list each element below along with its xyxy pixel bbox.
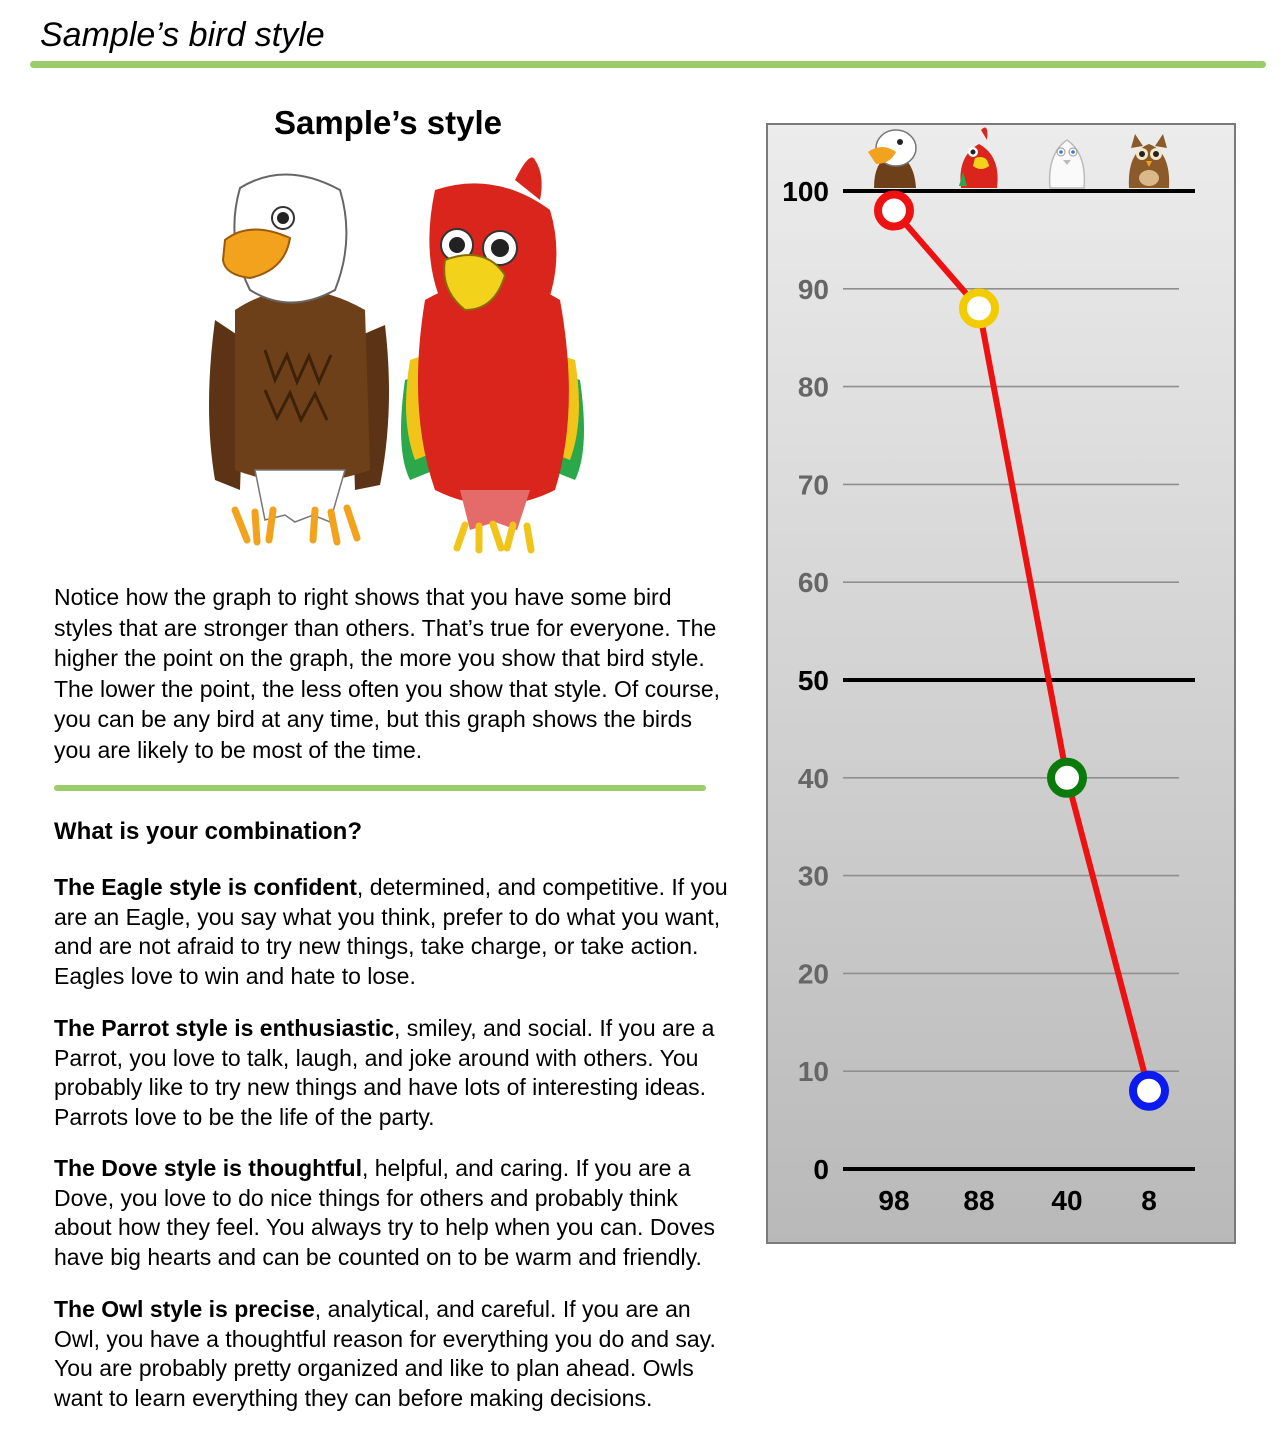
y-tick-label-40: 40	[797, 762, 829, 794]
y-tick-label-30: 30	[797, 860, 829, 892]
owl-style-text: , analytical, and careful. If you are an Owl, you have a thoughtful reason for everything you do and say. You are probably pretty organized and like to plan ahead. Owls want to learn everything they can before making decisions.	[54, 1296, 716, 1411]
header-divider	[30, 61, 1266, 68]
owl-style-description	[54, 1295, 734, 1413]
data-point-dove	[1051, 762, 1083, 794]
x-tick-label-dove: 40	[1051, 1185, 1083, 1216]
y-tick-label-60: 60	[797, 567, 829, 599]
y-tick-label-80: 80	[797, 371, 829, 403]
section-title: Sample’s style	[273, 104, 503, 141]
eagle-style-lead: The Eagle style is confident	[54, 874, 357, 900]
data-point-owl	[1133, 1075, 1165, 1107]
eagle-and-parrot-illustration	[195, 150, 595, 560]
dove-style-description	[54, 1154, 734, 1272]
y-tick-label-10: 10	[797, 1056, 829, 1088]
x-tick-label-eagle: 98	[878, 1185, 910, 1216]
y-tick-label-70: 70	[797, 469, 829, 501]
y-tick-label-100: 100	[782, 176, 829, 207]
y-tick-label-90: 90	[797, 273, 829, 305]
parrot-style-lead: The Parrot style is enthusiastic	[54, 1015, 395, 1041]
page-title: Sample’s bird style	[40, 16, 325, 54]
chart-background	[767, 124, 1235, 1243]
parrot-illustration	[401, 158, 584, 551]
y-tick-label-20: 20	[797, 958, 829, 990]
x-tick-label-parrot: 88	[963, 1185, 995, 1216]
eagle-style-text: , determined, and competitive. If you are an Eagle, you say what you think, prefer to do what you want, and are not afraid to try new things, take charge, or take action. Eagles love to win and hate to lose.	[54, 874, 728, 989]
parrot-style-description	[54, 1014, 734, 1132]
section-divider	[54, 785, 706, 791]
combination-heading: What is your combination?	[54, 818, 363, 845]
y-tick-label-0: 0	[813, 1154, 829, 1185]
owl-style-lead: The Owl style is precise	[54, 1296, 315, 1322]
parrot-style-text: , smiley, and social. If you are a Parrot, you love to talk, laugh, and joke around with others. You probably like to try new things and have lots of interesting ideas. Parrots love to be the life of the party.	[54, 1015, 715, 1130]
intro-paragraph: Notice how the graph to right shows that you have some bird styles that are stronger than others. That’s true for everyone. The higher the point on the graph, the more you show that bird style. The lower the point, the less often you show that style. Of course, you can be any bird at any time, but this graph shows the birds you are likely to be most of the time.	[54, 584, 721, 763]
data-point-eagle	[878, 195, 910, 227]
eagle-illustration	[209, 174, 389, 542]
dove-style-text: , helpful, and caring. If you are a Dove, you love to do nice things for others and probably think about how they feel. You always try to help when you can. Doves have big hearts and can be counted on to be warm and friendly.	[54, 1155, 716, 1270]
bird-style-chart	[766, 123, 1236, 1244]
x-tick-label-owl: 8	[1141, 1185, 1157, 1216]
dove-style-lead: The Dove style is thoughtful	[54, 1155, 362, 1181]
y-tick-label-50: 50	[797, 665, 829, 696]
data-point-parrot	[963, 292, 995, 324]
eagle-style-description	[54, 873, 734, 991]
bird-style-chart-svg	[766, 123, 1236, 1244]
